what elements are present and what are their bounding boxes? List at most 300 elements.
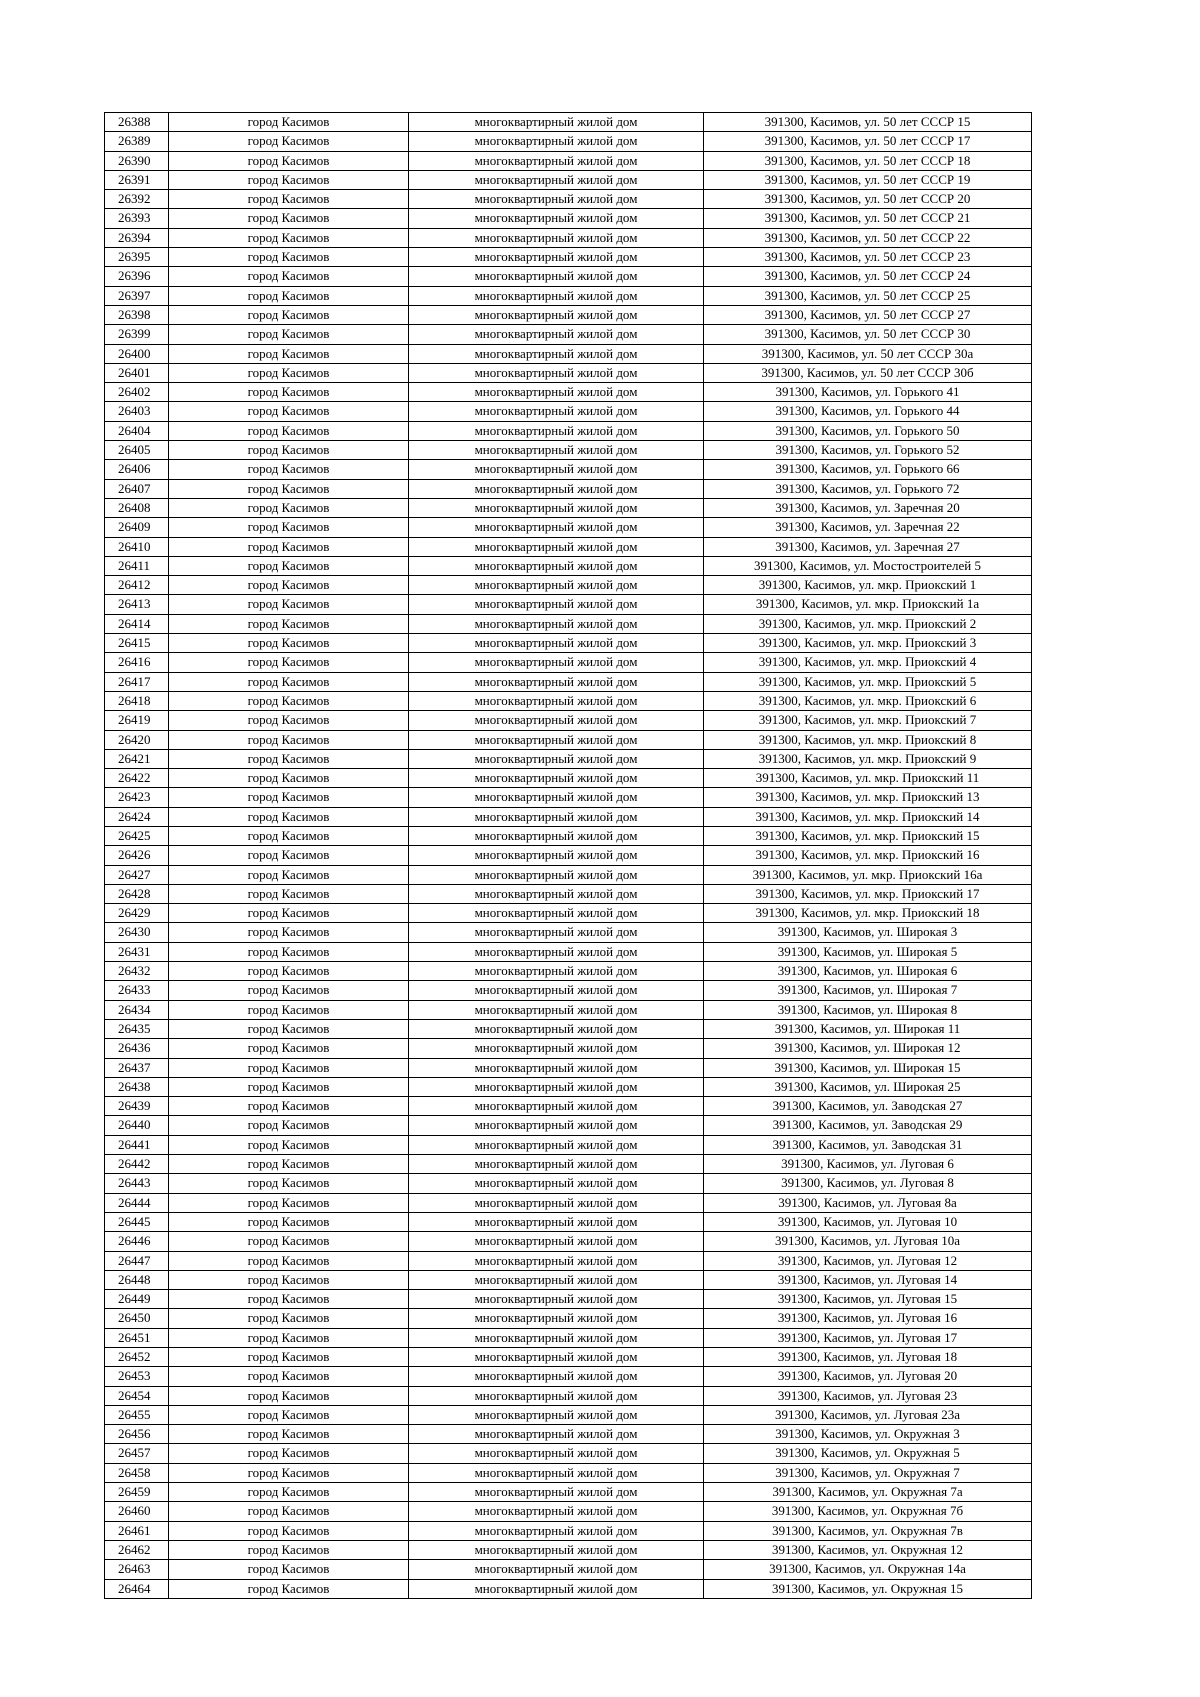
address-cell: 391300, Касимов, ул. мкр. Приокский 4 <box>704 653 1032 672</box>
table-row <box>105 634 1032 653</box>
record-id-cell: 26414 <box>105 614 169 633</box>
record-id-cell: 26464 <box>105 1579 169 1598</box>
settlement-cell: город Касимов <box>169 190 409 209</box>
record-id-cell: 26451 <box>105 1328 169 1347</box>
settlement-cell: город Касимов <box>169 325 409 344</box>
settlement-cell: город Касимов <box>169 344 409 363</box>
record-id-cell: 26450 <box>105 1309 169 1328</box>
record-id-cell: 26411 <box>105 556 169 575</box>
address-cell: 391300, Касимов, ул. Окружная 14а <box>704 1560 1032 1579</box>
settlement-cell: город Касимов <box>169 170 409 189</box>
address-cell: 391300, Касимов, ул. 50 лет СССР 18 <box>704 151 1032 170</box>
record-id-cell: 26438 <box>105 1077 169 1096</box>
table-row <box>105 1039 1032 1058</box>
table-row <box>105 498 1032 517</box>
address-cell: 391300, Касимов, ул. Широкая 8 <box>704 1000 1032 1019</box>
building-type-cell: многоквартирный жилой дом <box>409 1058 704 1077</box>
address-cell: 391300, Касимов, ул. мкр. Приокский 11 <box>704 769 1032 788</box>
table-row <box>105 614 1032 633</box>
table-row <box>105 1367 1032 1386</box>
address-cell: 391300, Касимов, ул. 50 лет СССР 24 <box>704 267 1032 286</box>
settlement-cell: город Касимов <box>169 614 409 633</box>
table-row <box>105 1000 1032 1019</box>
record-id-cell: 26430 <box>105 923 169 942</box>
building-type-cell: многоквартирный жилой дом <box>409 305 704 324</box>
building-type-cell: многоквартирный жилой дом <box>409 151 704 170</box>
settlement-cell: город Касимов <box>169 595 409 614</box>
record-id-cell: 26405 <box>105 441 169 460</box>
building-type-cell: многоквартирный жилой дом <box>409 325 704 344</box>
building-type-cell: многоквартирный жилой дом <box>409 1502 704 1521</box>
address-cell: 391300, Касимов, ул. Широкая 3 <box>704 923 1032 942</box>
record-id-cell: 26407 <box>105 479 169 498</box>
table-row <box>105 267 1032 286</box>
record-id-cell: 26446 <box>105 1232 169 1251</box>
table-row <box>105 1270 1032 1289</box>
address-cell: 391300, Касимов, ул. Окружная 12 <box>704 1540 1032 1559</box>
record-id-cell: 26433 <box>105 981 169 1000</box>
record-id-cell: 26401 <box>105 363 169 382</box>
table-row <box>105 1579 1032 1598</box>
building-type-cell: многоквартирный жилой дом <box>409 730 704 749</box>
table-row <box>105 209 1032 228</box>
table-row <box>105 1135 1032 1154</box>
building-type-cell: многоквартирный жилой дом <box>409 1560 704 1579</box>
settlement-cell: город Касимов <box>169 113 409 132</box>
settlement-cell: город Касимов <box>169 305 409 324</box>
address-cell: 391300, Касимов, ул. Луговая 8а <box>704 1193 1032 1212</box>
building-type-cell: многоквартирный жилой дом <box>409 537 704 556</box>
building-type-cell: многоквартирный жилой дом <box>409 248 704 267</box>
table-row <box>105 537 1032 556</box>
table-row <box>105 363 1032 382</box>
table-row <box>105 1521 1032 1540</box>
record-id-cell: 26423 <box>105 788 169 807</box>
record-id-cell: 26457 <box>105 1444 169 1463</box>
address-cell: 391300, Касимов, ул. мкр. Приокский 17 <box>704 884 1032 903</box>
building-type-cell: многоквартирный жилой дом <box>409 1270 704 1289</box>
table-row <box>105 672 1032 691</box>
table-row <box>105 884 1032 903</box>
building-type-cell: многоквартирный жилой дом <box>409 1328 704 1347</box>
address-cell: 391300, Касимов, ул. Горького 44 <box>704 402 1032 421</box>
building-type-cell: многоквартирный жилой дом <box>409 1155 704 1174</box>
record-id-cell: 26436 <box>105 1039 169 1058</box>
record-id-cell: 26460 <box>105 1502 169 1521</box>
building-type-cell: многоквартирный жилой дом <box>409 595 704 614</box>
settlement-cell: город Касимов <box>169 1212 409 1231</box>
building-type-cell: многоквартирный жилой дом <box>409 1521 704 1540</box>
building-type-cell: многоквартирный жилой дом <box>409 460 704 479</box>
address-cell: 391300, Касимов, ул. Горького 52 <box>704 441 1032 460</box>
table-row <box>105 344 1032 363</box>
settlement-cell: город Касимов <box>169 1386 409 1405</box>
address-cell: 391300, Касимов, ул. мкр. Приокский 5 <box>704 672 1032 691</box>
record-id-cell: 26444 <box>105 1193 169 1212</box>
building-type-cell: многоквартирный жилой дом <box>409 1367 704 1386</box>
address-cell: 391300, Касимов, ул. Широкая 11 <box>704 1019 1032 1038</box>
record-id-cell: 26403 <box>105 402 169 421</box>
table-row <box>105 962 1032 981</box>
table-row <box>105 1058 1032 1077</box>
settlement-cell: город Касимов <box>169 904 409 923</box>
record-id-cell: 26397 <box>105 286 169 305</box>
table-row <box>105 1540 1032 1559</box>
settlement-cell: город Касимов <box>169 363 409 382</box>
table-row <box>105 190 1032 209</box>
settlement-cell: город Касимов <box>169 672 409 691</box>
building-type-cell: многоквартирный жилой дом <box>409 402 704 421</box>
record-id-cell: 26443 <box>105 1174 169 1193</box>
record-id-cell: 26402 <box>105 383 169 402</box>
address-cell: 391300, Касимов, ул. Луговая 23а <box>704 1405 1032 1424</box>
address-cell: 391300, Касимов, ул. Горького 41 <box>704 383 1032 402</box>
settlement-cell: город Касимов <box>169 1058 409 1077</box>
settlement-cell: город Касимов <box>169 1502 409 1521</box>
address-cell: 391300, Касимов, ул. Окружная 5 <box>704 1444 1032 1463</box>
address-cell: 391300, Касимов, ул. Горького 66 <box>704 460 1032 479</box>
settlement-cell: город Касимов <box>169 749 409 768</box>
address-cell: 391300, Касимов, ул. мкр. Приокский 3 <box>704 634 1032 653</box>
housing-registry-table <box>104 112 1032 1599</box>
settlement-cell: город Касимов <box>169 460 409 479</box>
record-id-cell: 26462 <box>105 1540 169 1559</box>
record-id-cell: 26439 <box>105 1097 169 1116</box>
record-id-cell: 26409 <box>105 518 169 537</box>
building-type-cell: многоквартирный жилой дом <box>409 769 704 788</box>
settlement-cell: город Касимов <box>169 1444 409 1463</box>
building-type-cell: многоквартирный жилой дом <box>409 1386 704 1405</box>
record-id-cell: 26431 <box>105 942 169 961</box>
address-cell: 391300, Касимов, ул. мкр. Приокский 18 <box>704 904 1032 923</box>
record-id-cell: 26435 <box>105 1019 169 1038</box>
address-cell: 391300, Касимов, ул. Окружная 3 <box>704 1425 1032 1444</box>
settlement-cell: город Касимов <box>169 1116 409 1135</box>
record-id-cell: 26396 <box>105 267 169 286</box>
building-type-cell: многоквартирный жилой дом <box>409 1405 704 1424</box>
record-id-cell: 26421 <box>105 749 169 768</box>
table-row <box>105 981 1032 1000</box>
table-row <box>105 441 1032 460</box>
settlement-cell: город Касимов <box>169 1155 409 1174</box>
building-type-cell: многоквартирный жилой дом <box>409 1348 704 1367</box>
table-body <box>105 113 1032 1599</box>
settlement-cell: город Касимов <box>169 209 409 228</box>
address-cell: 391300, Касимов, ул. 50 лет СССР 20 <box>704 190 1032 209</box>
building-type-cell: многоквартирный жилой дом <box>409 190 704 209</box>
record-id-cell: 26429 <box>105 904 169 923</box>
table-row <box>105 595 1032 614</box>
record-id-cell: 26434 <box>105 1000 169 1019</box>
address-cell: 391300, Касимов, ул. 50 лет СССР 30б <box>704 363 1032 382</box>
table-row <box>105 1097 1032 1116</box>
table-row <box>105 1405 1032 1424</box>
table-row <box>105 1251 1032 1270</box>
address-cell: 391300, Касимов, ул. Луговая 12 <box>704 1251 1032 1270</box>
record-id-cell: 26419 <box>105 711 169 730</box>
record-id-cell: 26426 <box>105 846 169 865</box>
table-row <box>105 730 1032 749</box>
address-cell: 391300, Касимов, ул. Широкая 15 <box>704 1058 1032 1077</box>
address-cell: 391300, Касимов, ул. Окружная 7б <box>704 1502 1032 1521</box>
address-cell: 391300, Касимов, ул. Окружная 7а <box>704 1483 1032 1502</box>
building-type-cell: многоквартирный жилой дом <box>409 132 704 151</box>
table-row <box>105 325 1032 344</box>
address-cell: 391300, Касимов, ул. Заводская 27 <box>704 1097 1032 1116</box>
settlement-cell: город Касимов <box>169 1540 409 1559</box>
settlement-cell: город Касимов <box>169 923 409 942</box>
table-row <box>105 865 1032 884</box>
address-cell: 391300, Касимов, ул. мкр. Приокский 16а <box>704 865 1032 884</box>
table-row <box>105 1502 1032 1521</box>
table-row <box>105 479 1032 498</box>
building-type-cell: многоквартирный жилой дом <box>409 209 704 228</box>
address-cell: 391300, Касимов, ул. Заречная 27 <box>704 537 1032 556</box>
building-type-cell: многоквартирный жилой дом <box>409 1309 704 1328</box>
record-id-cell: 26412 <box>105 576 169 595</box>
address-cell: 391300, Касимов, ул. Луговая 17 <box>704 1328 1032 1347</box>
table-row <box>105 807 1032 826</box>
settlement-cell: город Касимов <box>169 1309 409 1328</box>
record-id-cell: 26422 <box>105 769 169 788</box>
table-row <box>105 556 1032 575</box>
address-cell: 391300, Касимов, ул. Заводская 29 <box>704 1116 1032 1135</box>
settlement-cell: город Касимов <box>169 1270 409 1289</box>
table-row <box>105 1425 1032 1444</box>
building-type-cell: многоквартирный жилой дом <box>409 1019 704 1038</box>
record-id-cell: 26452 <box>105 1348 169 1367</box>
settlement-cell: город Касимов <box>169 576 409 595</box>
record-id-cell: 26392 <box>105 190 169 209</box>
address-cell: 391300, Касимов, ул. Заводская 31 <box>704 1135 1032 1154</box>
record-id-cell: 26449 <box>105 1290 169 1309</box>
table-row <box>105 904 1032 923</box>
record-id-cell: 26437 <box>105 1058 169 1077</box>
record-id-cell: 26428 <box>105 884 169 903</box>
building-type-cell: многоквартирный жилой дом <box>409 1212 704 1231</box>
address-cell: 391300, Касимов, ул. мкр. Приокский 13 <box>704 788 1032 807</box>
table-row <box>105 151 1032 170</box>
settlement-cell: город Касимов <box>169 1290 409 1309</box>
building-type-cell: многоквартирный жилой дом <box>409 363 704 382</box>
address-cell: 391300, Касимов, ул. Широкая 12 <box>704 1039 1032 1058</box>
settlement-cell: город Касимов <box>169 1579 409 1598</box>
record-id-cell: 26418 <box>105 691 169 710</box>
record-id-cell: 26420 <box>105 730 169 749</box>
address-cell: 391300, Касимов, ул. мкр. Приокский 1 <box>704 576 1032 595</box>
record-id-cell: 26400 <box>105 344 169 363</box>
table-row <box>105 1212 1032 1231</box>
record-id-cell: 26416 <box>105 653 169 672</box>
settlement-cell: город Касимов <box>169 1348 409 1367</box>
record-id-cell: 26458 <box>105 1463 169 1482</box>
building-type-cell: многоквартирный жилой дом <box>409 1444 704 1463</box>
record-id-cell: 26393 <box>105 209 169 228</box>
address-cell: 391300, Касимов, ул. 50 лет СССР 30 <box>704 325 1032 344</box>
building-type-cell: многоквартирный жилой дом <box>409 383 704 402</box>
building-type-cell: многоквартирный жилой дом <box>409 1193 704 1212</box>
table-row <box>105 1560 1032 1579</box>
address-cell: 391300, Касимов, ул. мкр. Приокский 16 <box>704 846 1032 865</box>
settlement-cell: город Касимов <box>169 1328 409 1347</box>
settlement-cell: город Касимов <box>169 846 409 865</box>
building-type-cell: многоквартирный жилой дом <box>409 1232 704 1251</box>
settlement-cell: город Касимов <box>169 267 409 286</box>
settlement-cell: город Касимов <box>169 1000 409 1019</box>
settlement-cell: город Касимов <box>169 884 409 903</box>
table-row <box>105 749 1032 768</box>
record-id-cell: 26415 <box>105 634 169 653</box>
building-type-cell: многоквартирный жилой дом <box>409 942 704 961</box>
record-id-cell: 26395 <box>105 248 169 267</box>
settlement-cell: город Касимов <box>169 865 409 884</box>
table-row <box>105 1309 1032 1328</box>
settlement-cell: город Касимов <box>169 1251 409 1270</box>
record-id-cell: 26432 <box>105 962 169 981</box>
building-type-cell: многоквартирный жилой дом <box>409 634 704 653</box>
building-type-cell: многоквартирный жилой дом <box>409 1039 704 1058</box>
building-type-cell: многоквартирный жилой дом <box>409 1290 704 1309</box>
table-row <box>105 691 1032 710</box>
building-type-cell: многоквартирный жилой дом <box>409 518 704 537</box>
address-cell: 391300, Касимов, ул. 50 лет СССР 25 <box>704 286 1032 305</box>
address-cell: 391300, Касимов, ул. Широкая 5 <box>704 942 1032 961</box>
address-cell: 391300, Касимов, ул. Луговая 10 <box>704 1212 1032 1231</box>
table-row <box>105 1328 1032 1347</box>
settlement-cell: город Касимов <box>169 1039 409 1058</box>
building-type-cell: многоквартирный жилой дом <box>409 904 704 923</box>
record-id-cell: 26445 <box>105 1212 169 1231</box>
address-cell: 391300, Касимов, ул. 50 лет СССР 15 <box>704 113 1032 132</box>
record-id-cell: 26398 <box>105 305 169 324</box>
building-type-cell: многоквартирный жилой дом <box>409 1097 704 1116</box>
building-type-cell: многоквартирный жилой дом <box>409 981 704 1000</box>
address-cell: 391300, Касимов, ул. Окружная 15 <box>704 1579 1032 1598</box>
settlement-cell: город Касимов <box>169 441 409 460</box>
building-type-cell: многоквартирный жилой дом <box>409 923 704 942</box>
settlement-cell: город Касимов <box>169 1019 409 1038</box>
building-type-cell: многоквартирный жилой дом <box>409 1425 704 1444</box>
building-type-cell: многоквартирный жилой дом <box>409 286 704 305</box>
table-row <box>105 769 1032 788</box>
settlement-cell: город Касимов <box>169 1560 409 1579</box>
record-id-cell: 26459 <box>105 1483 169 1502</box>
table-row <box>105 286 1032 305</box>
settlement-cell: город Касимов <box>169 691 409 710</box>
address-cell: 391300, Касимов, ул. мкр. Приокский 15 <box>704 826 1032 845</box>
settlement-cell: город Касимов <box>169 1483 409 1502</box>
settlement-cell: город Касимов <box>169 769 409 788</box>
table-row <box>105 228 1032 247</box>
record-id-cell: 26424 <box>105 807 169 826</box>
record-id-cell: 26390 <box>105 151 169 170</box>
record-id-cell: 26410 <box>105 537 169 556</box>
settlement-cell: город Касимов <box>169 981 409 1000</box>
address-cell: 391300, Касимов, ул. 50 лет СССР 27 <box>704 305 1032 324</box>
settlement-cell: город Касимов <box>169 1174 409 1193</box>
table-row <box>105 1174 1032 1193</box>
building-type-cell: многоквартирный жилой дом <box>409 113 704 132</box>
building-type-cell: многоквартирный жилой дом <box>409 691 704 710</box>
settlement-cell: город Касимов <box>169 132 409 151</box>
record-id-cell: 26441 <box>105 1135 169 1154</box>
address-cell: 391300, Касимов, ул. 50 лет СССР 19 <box>704 170 1032 189</box>
table-row <box>105 846 1032 865</box>
table-row <box>105 1483 1032 1502</box>
building-type-cell: многоквартирный жилой дом <box>409 711 704 730</box>
settlement-cell: город Касимов <box>169 1232 409 1251</box>
table-row <box>105 1232 1032 1251</box>
table-row <box>105 1444 1032 1463</box>
record-id-cell: 26413 <box>105 595 169 614</box>
address-cell: 391300, Касимов, ул. Широкая 6 <box>704 962 1032 981</box>
table-row <box>105 518 1032 537</box>
address-cell: 391300, Касимов, ул. Окружная 7 <box>704 1463 1032 1482</box>
settlement-cell: город Касимов <box>169 1463 409 1482</box>
table-row <box>105 826 1032 845</box>
table-row <box>105 1348 1032 1367</box>
address-cell: 391300, Касимов, ул. Луговая 6 <box>704 1155 1032 1174</box>
building-type-cell: многоквартирный жилой дом <box>409 1077 704 1096</box>
settlement-cell: город Касимов <box>169 556 409 575</box>
address-cell: 391300, Касимов, ул. мкр. Приокский 14 <box>704 807 1032 826</box>
address-cell: 391300, Касимов, ул. мкр. Приокский 8 <box>704 730 1032 749</box>
address-cell: 391300, Касимов, ул. Луговая 8 <box>704 1174 1032 1193</box>
address-cell: 391300, Касимов, ул. 50 лет СССР 21 <box>704 209 1032 228</box>
settlement-cell: город Касимов <box>169 286 409 305</box>
record-id-cell: 26463 <box>105 1560 169 1579</box>
table-row <box>105 460 1032 479</box>
record-id-cell: 26456 <box>105 1425 169 1444</box>
building-type-cell: многоквартирный жилой дом <box>409 267 704 286</box>
building-type-cell: многоквартирный жилой дом <box>409 865 704 884</box>
address-cell: 391300, Касимов, ул. Луговая 18 <box>704 1348 1032 1367</box>
address-cell: 391300, Касимов, ул. Луговая 15 <box>704 1290 1032 1309</box>
table-row <box>105 1193 1032 1212</box>
building-type-cell: многоквартирный жилой дом <box>409 1135 704 1154</box>
table-row <box>105 1077 1032 1096</box>
building-type-cell: многоквартирный жилой дом <box>409 788 704 807</box>
record-id-cell: 26391 <box>105 170 169 189</box>
settlement-cell: город Касимов <box>169 826 409 845</box>
building-type-cell: многоквартирный жилой дом <box>409 962 704 981</box>
address-cell: 391300, Касимов, ул. Широкая 7 <box>704 981 1032 1000</box>
settlement-cell: город Касимов <box>169 402 409 421</box>
building-type-cell: многоквартирный жилой дом <box>409 749 704 768</box>
table-row <box>105 653 1032 672</box>
settlement-cell: город Касимов <box>169 1135 409 1154</box>
address-cell: 391300, Касимов, ул. Луговая 23 <box>704 1386 1032 1405</box>
building-type-cell: многоквартирный жилой дом <box>409 1174 704 1193</box>
record-id-cell: 26461 <box>105 1521 169 1540</box>
table-row <box>105 132 1032 151</box>
table-row <box>105 1019 1032 1038</box>
address-cell: 391300, Касимов, ул. Окружная 7в <box>704 1521 1032 1540</box>
address-cell: 391300, Касимов, ул. Широкая 25 <box>704 1077 1032 1096</box>
record-id-cell: 26447 <box>105 1251 169 1270</box>
settlement-cell: город Касимов <box>169 1405 409 1424</box>
building-type-cell: многоквартирный жилой дом <box>409 556 704 575</box>
settlement-cell: город Касимов <box>169 653 409 672</box>
table-row <box>105 1290 1032 1309</box>
record-id-cell: 26427 <box>105 865 169 884</box>
address-cell: 391300, Касимов, ул. мкр. Приокский 9 <box>704 749 1032 768</box>
settlement-cell: город Касимов <box>169 248 409 267</box>
building-type-cell: многоквартирный жилой дом <box>409 421 704 440</box>
table-row <box>105 1155 1032 1174</box>
table-row <box>105 170 1032 189</box>
settlement-cell: город Касимов <box>169 151 409 170</box>
